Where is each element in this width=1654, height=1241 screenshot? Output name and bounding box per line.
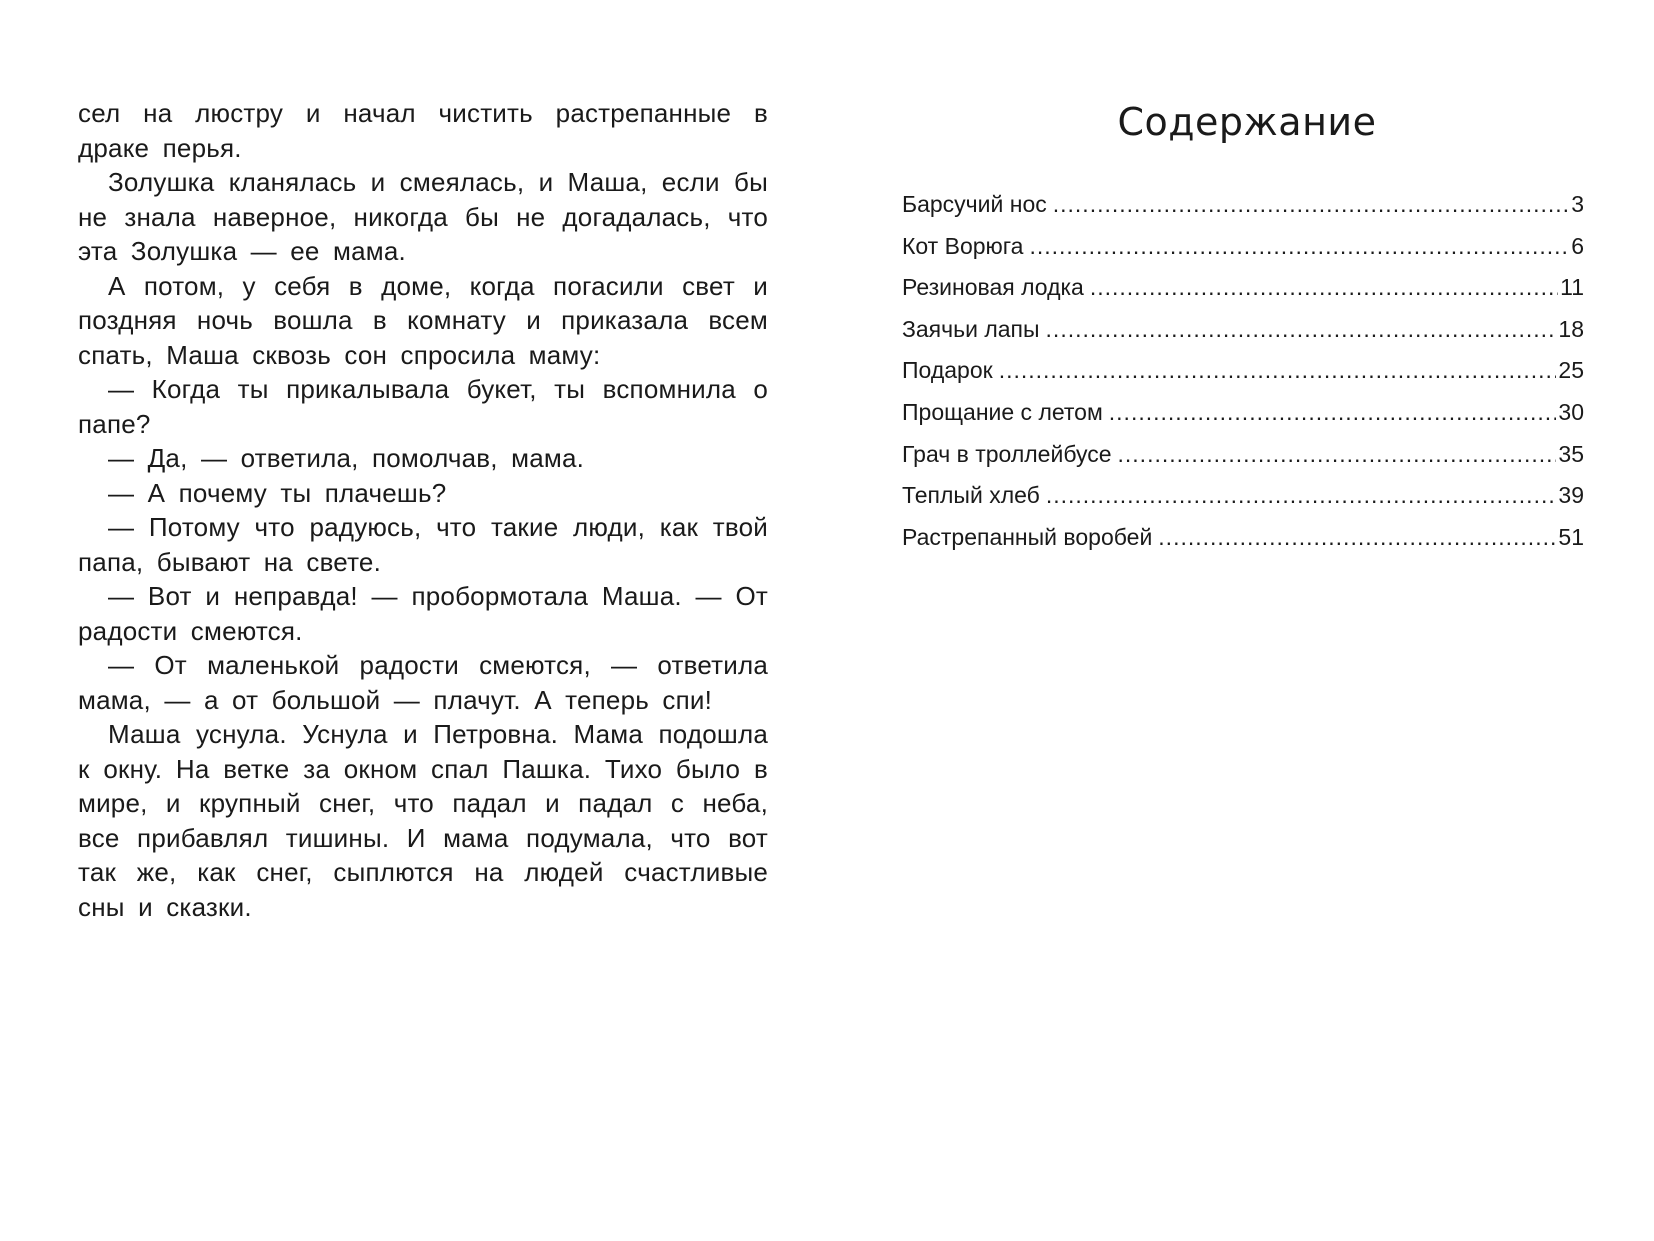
paragraph: — От маленькой радости смеются, — ответила мама, — а от большой — плачут. А теперь спи!	[78, 650, 768, 715]
toc-leader-dots	[1029, 231, 1569, 261]
paragraph: — Да, — ответила, помолчав, мама.	[108, 443, 585, 473]
toc-entry[interactable]	[902, 355, 1584, 397]
story-text	[78, 96, 768, 924]
toc-entry-title: Барсучий нос	[902, 191, 1047, 217]
toc-entry-title: Подарок	[902, 357, 993, 384]
toc-entry[interactable]	[902, 439, 1584, 481]
toc-entry[interactable]	[902, 272, 1584, 314]
paragraph: Золушка кланялась и смеялась, и Маша, если бы не знала наверное, никогда бы не догадалась, что эта Золушка — ее мама.	[78, 167, 768, 266]
toc-page-number: 51	[1558, 523, 1584, 550]
toc-leader-dots	[1109, 397, 1557, 427]
toc-leader-dots	[1046, 314, 1557, 344]
toc-entry-title: Теплый хлеб	[902, 482, 1040, 509]
toc-entry[interactable]	[902, 314, 1584, 356]
toc-leader-dots	[1046, 480, 1557, 510]
toc-page-number: 30	[1558, 398, 1584, 425]
toc-leader-dots	[1090, 272, 1558, 302]
table-of-contents	[902, 189, 1584, 563]
toc-entry[interactable]	[902, 480, 1584, 522]
toc-entry[interactable]	[902, 189, 1584, 231]
paragraph: сел на люстру и начал чистить растрепанные в драке перья.	[78, 98, 768, 163]
toc-entry-title: Кот Ворюга	[902, 232, 1024, 259]
toc-page-number: 25	[1558, 357, 1584, 384]
toc-leader-dots	[1118, 439, 1557, 469]
paragraph: Маша уснула. Уснула и Петровна. Мама подошла к окну. На ветке за окном спал Пашка. Тихо было в мире, и крупный снег, что падал и падал с неба, все прибавлял тишины. И мама подумала, что вот так же, как снег, сыплются на людей счастливые сны и сказки.	[78, 719, 768, 922]
toc-page-number: 35	[1558, 440, 1584, 467]
paragraph: А потом, у себя в доме, когда погасили свет и поздняя ночь вошла в комнату и приказала всем спать, Маша сквозь сон спросила маму:	[78, 270, 768, 370]
paragraph: — А почему ты плачешь?	[108, 477, 447, 508]
toc-page-number: 11	[1560, 274, 1584, 301]
toc-entry[interactable]	[902, 231, 1584, 273]
toc-entry[interactable]	[902, 522, 1584, 564]
toc-page-number: 39	[1558, 482, 1584, 509]
toc-entry[interactable]	[902, 397, 1584, 439]
toc-leader-dots	[1053, 189, 1569, 219]
toc-page-number: 6	[1571, 232, 1584, 259]
toc-entry-title: Грач в троллейбусе	[902, 440, 1112, 467]
contents-title: Содержание	[1117, 100, 1377, 144]
toc-page-number: 3	[1571, 191, 1584, 217]
toc-entry-title: Прощание с летом	[902, 398, 1103, 425]
toc-leader-dots	[999, 355, 1557, 385]
toc-entry-title: Растрепанный воробей	[902, 523, 1153, 550]
toc-entry-title: Заячьи лапы	[902, 315, 1040, 342]
paragraph: — Когда ты прикалывала букет, ты вспомнила о папе?	[78, 374, 768, 439]
paragraph: — Вот и неправда! — пробормотала Маша. — От радости смеются.	[78, 581, 768, 646]
right-page	[827, 0, 1654, 1241]
toc-leader-dots	[1158, 522, 1556, 552]
toc-page-number: 18	[1558, 315, 1584, 342]
paragraph: — Потому что радуюсь, что такие люди, как твой папа, бывают на свете.	[78, 512, 768, 577]
toc-entry-title: Резиновая лодка	[902, 274, 1084, 301]
